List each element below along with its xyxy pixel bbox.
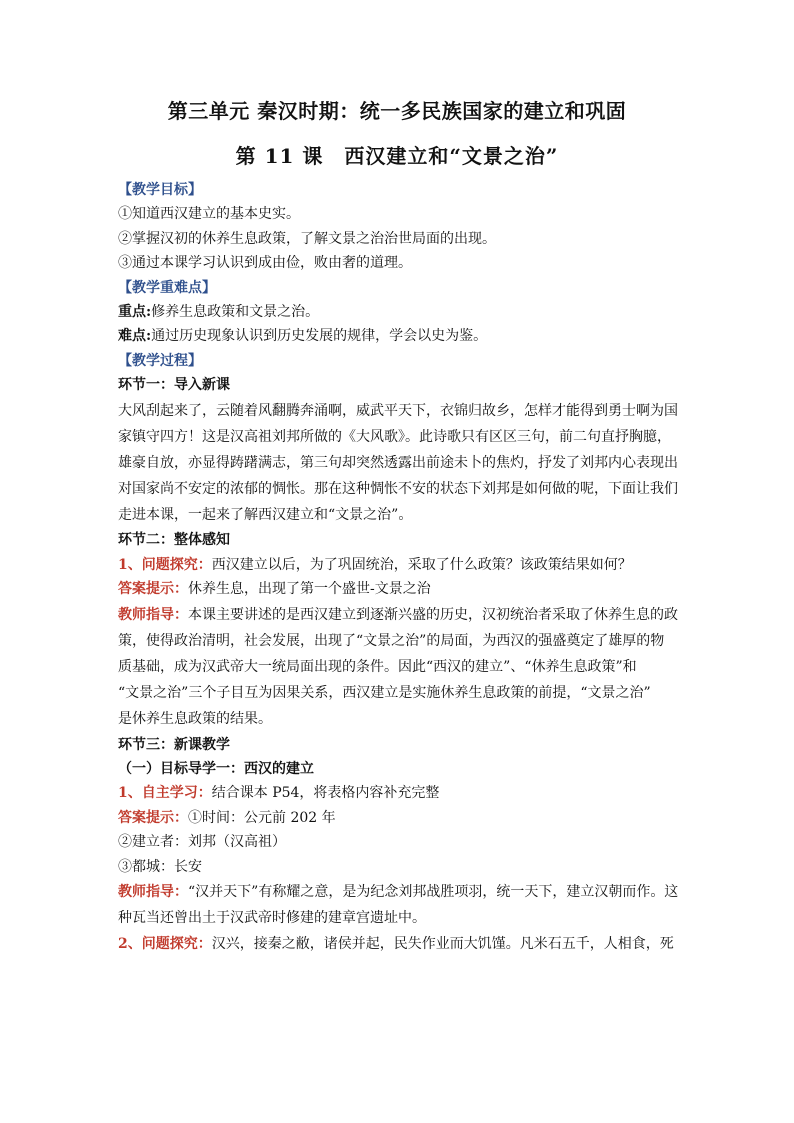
paragraph-line: “汉并天下”有称耀之意，是为纪念刘邦战胜项羽，统一天下，建立汉朝而作。这 xyxy=(188,883,679,900)
step-heading: 环节三：新课教学 xyxy=(118,736,230,753)
paragraph-line: 走进本课，一起来了解西汉建立和“文景之治”。 xyxy=(118,507,413,524)
difficult-point-label: 难点: xyxy=(118,328,152,345)
paragraph-line: 种瓦当还曾出土于汉武帝时修建的建章宫遗址中。 xyxy=(118,910,426,927)
answer-text: 休养生息，出现了第一个盛世-文景之治 xyxy=(188,581,431,598)
answer-line: ②建立者：刘邦（汉高祖） xyxy=(118,834,286,851)
paragraph-line: “文景之治”三个子目互为因果关系，西汉建立是实施休养生息政策的前提，“文景之治” xyxy=(118,685,651,702)
key-points-heading: 【教学重难点】 xyxy=(118,279,216,296)
process-heading: 【教学过程】 xyxy=(118,352,202,369)
intro-paragraph xyxy=(118,398,683,529)
answer-line: ③都城：长安 xyxy=(118,858,202,875)
question-label: 1、问题探究： xyxy=(118,556,212,573)
document-body xyxy=(118,178,683,957)
lesson-title: 第 11 课 西汉建立和“文景之治” xyxy=(235,144,559,168)
paragraph-line: 大风刮起来了，云随着风翻腾奔涌啊，威武平天下，衣锦归故乡，怎样才能得到勇士啊为国 xyxy=(118,402,678,419)
paragraph-line: 雄豪自放，亦显得踌躇满志，第三句却突然透露出前途未卜的焦灼，抒发了刘邦内心表现出 xyxy=(118,454,678,471)
question-2 xyxy=(118,931,683,957)
goal-item: ②掌握汉初的休养生息政策，了解文景之治治世局面的出现。 xyxy=(118,230,496,247)
answer-2 xyxy=(118,806,683,830)
step-heading: 环节一：导入新课 xyxy=(118,377,230,394)
step-heading: 环节二：整体感知 xyxy=(118,532,230,549)
paragraph-line: 是休养生息政策的结果。 xyxy=(118,711,272,728)
goals-heading: 【教学目标】 xyxy=(118,182,202,198)
question-1 xyxy=(118,553,683,577)
paragraph-line: 对国家尚不安定的浓郁的惆怅。那在这种惆怅不安的状态下刘邦是如何做的呢，下面让我们 xyxy=(118,481,678,498)
subsection-heading: （一）目标导学一：西汉的建立 xyxy=(118,760,314,777)
self-study-label: 1、自主学习： xyxy=(118,785,212,802)
difficult-point xyxy=(118,324,683,348)
key-point-label: 重点: xyxy=(118,303,152,320)
paragraph-line: 质基础，成为汉武帝大一统局面出现的条件。因此“西汉的建立”、“休养生息政策”和 xyxy=(118,659,637,675)
paragraph-line: 本课主要讲述的是西汉建立到逐渐兴盛的历史，汉初统治者采取了休养生息的政 xyxy=(188,606,678,623)
teacher-label: 教师指导： xyxy=(118,606,188,623)
answer-label: 答案提示： xyxy=(118,809,188,826)
answer-text: ①时间：公元前 202 年 xyxy=(188,809,336,826)
key-point xyxy=(118,300,683,324)
self-study xyxy=(118,781,683,805)
question-text: 汉兴，接秦之敝，诸侯并起，民失作业而大饥馑。凡米石五千，人相食，死 xyxy=(211,936,674,953)
teacher-guidance-2 xyxy=(118,879,683,958)
paragraph-line: 策，使得政治清明，社会发展，出现了“文景之治”的局面，为西汉的强盛奠定了雄厚的物 xyxy=(118,632,665,649)
self-study-text: 结合课本 P54，将表格内容补充完整 xyxy=(211,785,440,802)
teacher-guidance-1 xyxy=(118,602,683,733)
paragraph-line: 家镇守四方！这是汉高祖刘邦所做的《大风歌》。此诗歌只有区区三句，前二句直抒胸臆， xyxy=(118,428,671,445)
unit-title: 第三单元 秦汉时期：统一多民族国家的建立和巩固 xyxy=(167,99,627,123)
question-text: 西汉建立以后，为了巩固统治，采取了什么政策？该政策结果如何？ xyxy=(211,556,632,573)
answer-label: 答案提示： xyxy=(118,581,188,598)
goal-item: ①知道西汉建立的基本史实。 xyxy=(118,206,300,223)
difficult-point-text: 通过历史现象认识到历史发展的规律，学会以史为鉴。 xyxy=(151,328,488,345)
goal-item: ③通过本课学习认识到成由俭，败由奢的道理。 xyxy=(118,255,412,272)
answer-1 xyxy=(118,577,683,601)
question-label: 2、问题探究： xyxy=(118,936,212,953)
teacher-label: 教师指导： xyxy=(118,883,188,900)
key-point-text: 修养生息政策和文景之治。 xyxy=(151,303,320,320)
